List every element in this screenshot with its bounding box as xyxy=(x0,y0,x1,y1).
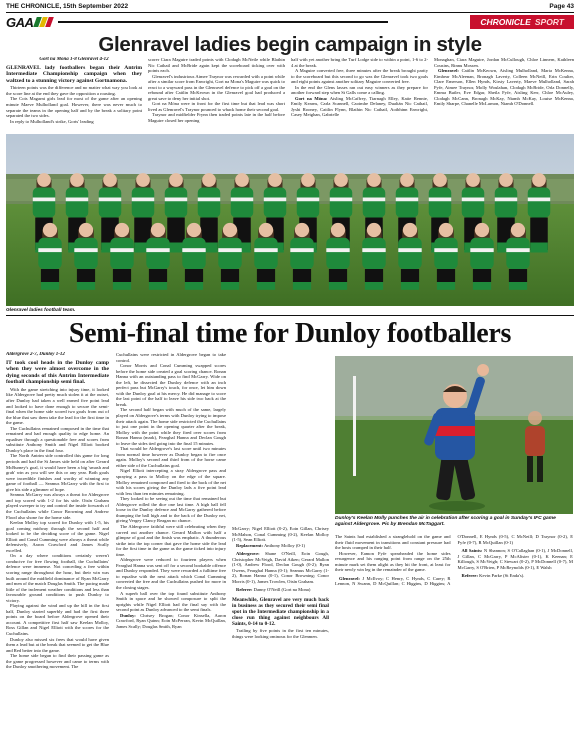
story2-headline: Semi-final time for Dunloy footballers xyxy=(68,318,512,349)
section-rule xyxy=(6,315,574,316)
paper-date: THE CHRONICLE, 15th September 2022 xyxy=(6,3,129,10)
action-photo-caption: Dunloy's Keelan Molly punches the air in celebration after scoring a goal in Sunday's IFC game against Aldergrove. Pic by Brendan McTaggart. xyxy=(335,516,556,527)
page-number: Page 43 xyxy=(549,3,574,10)
story1-col3: half with yet another bring the Turf Lodge side to within a point, 1-6 to 2-4 at the break. A Maguire converted free, three minutes after the break brought parity to the scoreboard but this second to go was the Glenravel took two goals and eight points against another solitary Maguire converted free. In the end the Glens lasses ran out easy winners as they prepare for another forward step when St Galls come a calling. Gort na Móna: Aisling McCaffrey, Tiarnagh Elley, Katie Rennie, Emily Kearns, Carla Scannell, Caoimhe Delaney, Dualtán Nic Cathail, Jyshi Rooney, Caitlin Flynn, Blathin Nic Cathail, Aoibhinn Enwright, Casey Meighan, Gabrielle xyxy=(291,57,428,118)
team-photo-image xyxy=(6,134,574,306)
story1-lead: GLENRAVEL lady footballers began their Antrim Intermediate Championship campaign when they waltzed to a stunning victory against Gortnamona. xyxy=(6,64,142,84)
story1-headline: Glenravel ladies begin campaign in style xyxy=(98,33,482,56)
side-story-lead: Meanwhile, Glenravel are very much back in business as they secured their semi final spot in the Intermediate championship in a close run thing against neighbours All Saints, 0-14 to 0-12. xyxy=(232,597,329,628)
story2-col4: The Saints had established a stranglehold on the game and their fluid movement in transitions and constant pressure had the hosts cramped in their half. However, Eamon Fyfe spearheaded the home sides resurgence and his ranging point from range on the 25th minute mark set them alight as they hit the front, at least for their newly win leg in the remainder of the game. Glenravel: J McIlvoy; C Henry, C Hynds, C Carey; R Lennon, N Swann, D McQuillan; C Higgins, D Higgins; A O'Donnell, E Hynds (0-5), C McNeill; D Traynor (0-2), E Fyfe (0-7), R McQuillan (0-1) All Saints: N Shannon; S O'Callaghan (0-1), J McDonnell, J Gillan, C McGarry, P McAlister (0-1), K Keenan; E Killough, S McVeigh; C Stewart (0-2), P McDonnell (0-7), M McGarry, S O'Brien, P McReynolds (0-1), E Walsh Referee: Kevin Parke (St Enda's). xyxy=(335,534,573,587)
gaa-logo: GAA xyxy=(6,14,388,30)
story1-col2: scorer Ciara Maguire traded points with Clodagh McNeile while Blathin Nic Cathail and McBride again kept the scoreboard ticking over with points each. Glenravel's industrious Aimee Traynor was rewarded with a point while after a similar score from Enwright, Gort na Mona's Maguire was quick to react to a wayward pass in the Glenravel defence to pick off a goal on the rebound after Caitlin McKeown in the Glenravel goal had produced a great save to deny her initial shot. Gort na Móna were in front for the first time but that lead was short lived as Glenravel's Traynor pounced to whack home their second goal. Traynor and midfielder Frynn then traded points late in the half before Maguire closed her opening xyxy=(148,57,285,124)
story2-col2: Cuchullains were restricted in Aldergrove began to take control. Conor Morris and Conal Cumming swapped scores before the home side created a goal scoring chance. Ronan Hanna with an outstanding pass to find McGarry. Wide on the left, he dissected the Dunloy defence with an inch perfect pass but McGarry's touch, for once, let him down with the Dunloy goal at his mercy. He did manage to score the last point of the half to leave his side two back at the break. The second half began with much of the same, largely played on Aldergrove's terms with Dunloy trying to impose their attack again. The home side restricted the Cuchullains to just one point in the opening quarter after the break, Molloy with the point while they fired over scores from Ronan Hanna (mark), Fearghal Hanna and Declan Gough to leave the sides tied going into the final 15 minutes. That would be Aldergrove's last score until two minutes from normal time however as Dunloy began to fire once again. Molloy's second and third from of the horse came either side of the Cuchullains goal. Nigel Elliott intercepting a stray Aldergrove pass and spraying a pass to Molloy on the edge of the square. Molloy remained composed and fired to the back of the net with his scores giving the Dunloy lads a five point lead with less than ten minutes remaining. They looked to be seeing out the time that remained but Aldergrove rolled the dice one last time. A high ball fell loose in the Dunloy defence and McGarry gathered before thumping the ball high and to the back of the Dunloy net, giving Vergey Clancy Reagan no chance. The Aldergrove faithful were still celebrating when they carved out another chance. Gerard Mallon with half a glimpse of goal and the finish was emphatic. A thunderous strike into the top corner that gave the home side the lead for the first time in the game as the game ticked into injury time. Aldergrove were reduced to fourteen players when Fearghal Hanna was sent off for a second bookable offence and Dunloy responded. They were rewarded a fulltime free to equalise with the next attack which Conal Cumming converted the free and the Cuchullains pushed for more in the closing stages. A superb ball over the top found substitute Anthony Smith in space and he showed composure to split the uprights while Nigel Elliott had the final say with the second point as Dunloy advanced to the semi finals. Dunloy: Chrisey Brogan; Conor Kinsella, Aaron Crawford, Ryan Quinn; Eoin McPerran, Kevin McQuillan, James Scally; Douglas Smith, Ryan xyxy=(116,352,226,629)
action-photo-image xyxy=(335,356,573,514)
story2-lead: IT took cool heads in the Dunloy camp when they were almost overcome in the dying seconds of this Antrim Intermediate football championship semi final. xyxy=(6,359,109,386)
section-label: CHRONICLE SPORT xyxy=(470,15,574,29)
story1-col1: Gort na Móna 1-8 Glenravel 4-12 GLENRAVEL lady footballers began their Antrim Intermediate Championship campaign when they waltzed to a stunning victory against Gortnamona. Thirteen points was the difference and no matter what way you look at the score line at the end they gave the opposition a roasting. The Cois Magarni girls lead for most of the game after an opening minute Maeve Mulholland goal. However, there was never much to separate the teams in the opening half and by the break a solitary point separated the two sides. In reply to Mulholland's strike, Gorts' leading xyxy=(6,57,142,124)
gaa-stripes-icon xyxy=(35,17,52,27)
story2-col3: McGarry; Nigel Elliott (0-2), Eoin Gillan, Chrisey McMahon, Conal Cumming (0-2), Keelan Molloy (1-5), Sean Elliott. Replacement: Anthony Molloy (0-1) Aldergrove: Shane O'Neill, Eoin Gough, Christopher McVeigh, David Aiken; Gerard Mallon (1-0), Andrew Flood, Declan Gough (0-2); Ryan Owens, Fearghal Hanna (0-1); Seamus McGarry (1-2), Ronan Hanna (0-1), Conor Browning; Conor Morris (0-1), James Trowlen, Oisín Graham. Referee: Danny O'Neill (Gort na Mona) Meanwhile, Glenravel are very much back in business as they secured their semi final spot in the Intermediate championship in a close run thing against neighbours All Saints, 0-14 to 0-12. Trailing by five points in the first ten minutes, things were looking ominous for the Glenmen. xyxy=(232,526,329,640)
team-photo xyxy=(6,134,574,306)
story1-col4: Monaghan, Ciara Maguire, Jordan McCullough, Chloe Linnern, Kathleen Cousins, Rinnu Mossen. Glenravel: Caitlin McKeown, Aisling Mulholland, Maria McKenna, Eimhear McAleenan, Bronagh Laverty, Colleen McNeill, Erin Coulter, Clare Emerson, Ellen Hynds, Kirsty Laverty, Maeve Mulholland, Sarah Pyfe, Aimee Traynor, Molly Woulahan, Clodagh McBride, Orla Donnelly, Emma Butler, Eve Edgar, Sheila Fyfe, Aisling Kerr, Chloe McAuley, Clodagh McCann, Bronagh McKay, Niamh McKay, Louise McKenna, Emily Sharpe, Chanelle McLarnon, Niamh O'Donnell. xyxy=(434,57,574,107)
masthead xyxy=(6,3,574,12)
action-photo xyxy=(335,356,573,514)
team-photo-caption: Glenravel ladies football team. xyxy=(6,308,76,313)
story2-score: Aldergrove 2-7, Dunloy 1-12 xyxy=(6,352,65,357)
story1-score: Gort na Móna 1-8 Glenravel 4-12 xyxy=(39,57,109,62)
masthead-rule xyxy=(6,12,574,13)
section-bar xyxy=(6,14,574,30)
story2-col1: Aldergrove 2-7, Dunloy 1-12 IT took cool heads in the Dunloy camp when they were almost overcome in the dying seconds of this Antrim Intermediate football championship semi final. With the game stretching into injury time, it looked like Aldergrove had pretty much stolen it at the outset, after Dunloy had taken a well earned five point lead and looked to have done enough to secure the semi-final when the home side scored two goals from out of the blue that saw them take the lead for the first time in the game. The Cuchullains remained composed in the time that remained and had enough quality to edge home. An equaliser through a questionable free and scores from substitute Anthony Smith and Nigel Elliott booked Dunloy's place in the final four. The North Antrim side controlled this game for long periods and had the St James side held on after Gerard McBurney's goal, it would have been a big 'smash and grab' win as you will see this or any year. Both goals were incredible finishes and worthy of winning any game of football — Seamus McGarry with the first to give his side a glimmer of hope. Seamus McGarry was always a threat for Aldergrove and top scored with 1-2 for his side. Oisín Graham played sweeper to try and control the inside forwards of the Cuchullains while Conor Browning and Andrew Flood also shone for the home side. Keelan Molloy top scored for Dunloy with 1-5, his goal coming midway through the second half and looked to be the deciding score of the game. Nigel Elliott and Conal Cumming were always a threat while defensively, Aaron Crawford and James Scally excelled. On a day where conditions certainly weren't conducive for free flowing football, the Cuchullains' defence were immense. Not conceding a free within scoring range throughout the hour, but their win was built around the midfield dominance of Ryan McGarry and men of the match Douglas Smith. The pacing made little of the inclement weather conditions and less than favourable ground conditions to push Dunloy to victory. Playing against the wind and up the hill in the first half, Dunloy started superbly and had the first three points on the board before Aldergrove opened their account. A competitive first half saw Keelan Molloy, Ross Gillan and Nigel Elliott with the scores for the Cuchullains. Dunloy also missed six frees that would have given them a lead but at the break that seemed to get the Blue and Red better into the game. The home side began to find their passing game as the game progressed however and came to terms with the Dunloy smothering movement. The xyxy=(6,352,109,670)
